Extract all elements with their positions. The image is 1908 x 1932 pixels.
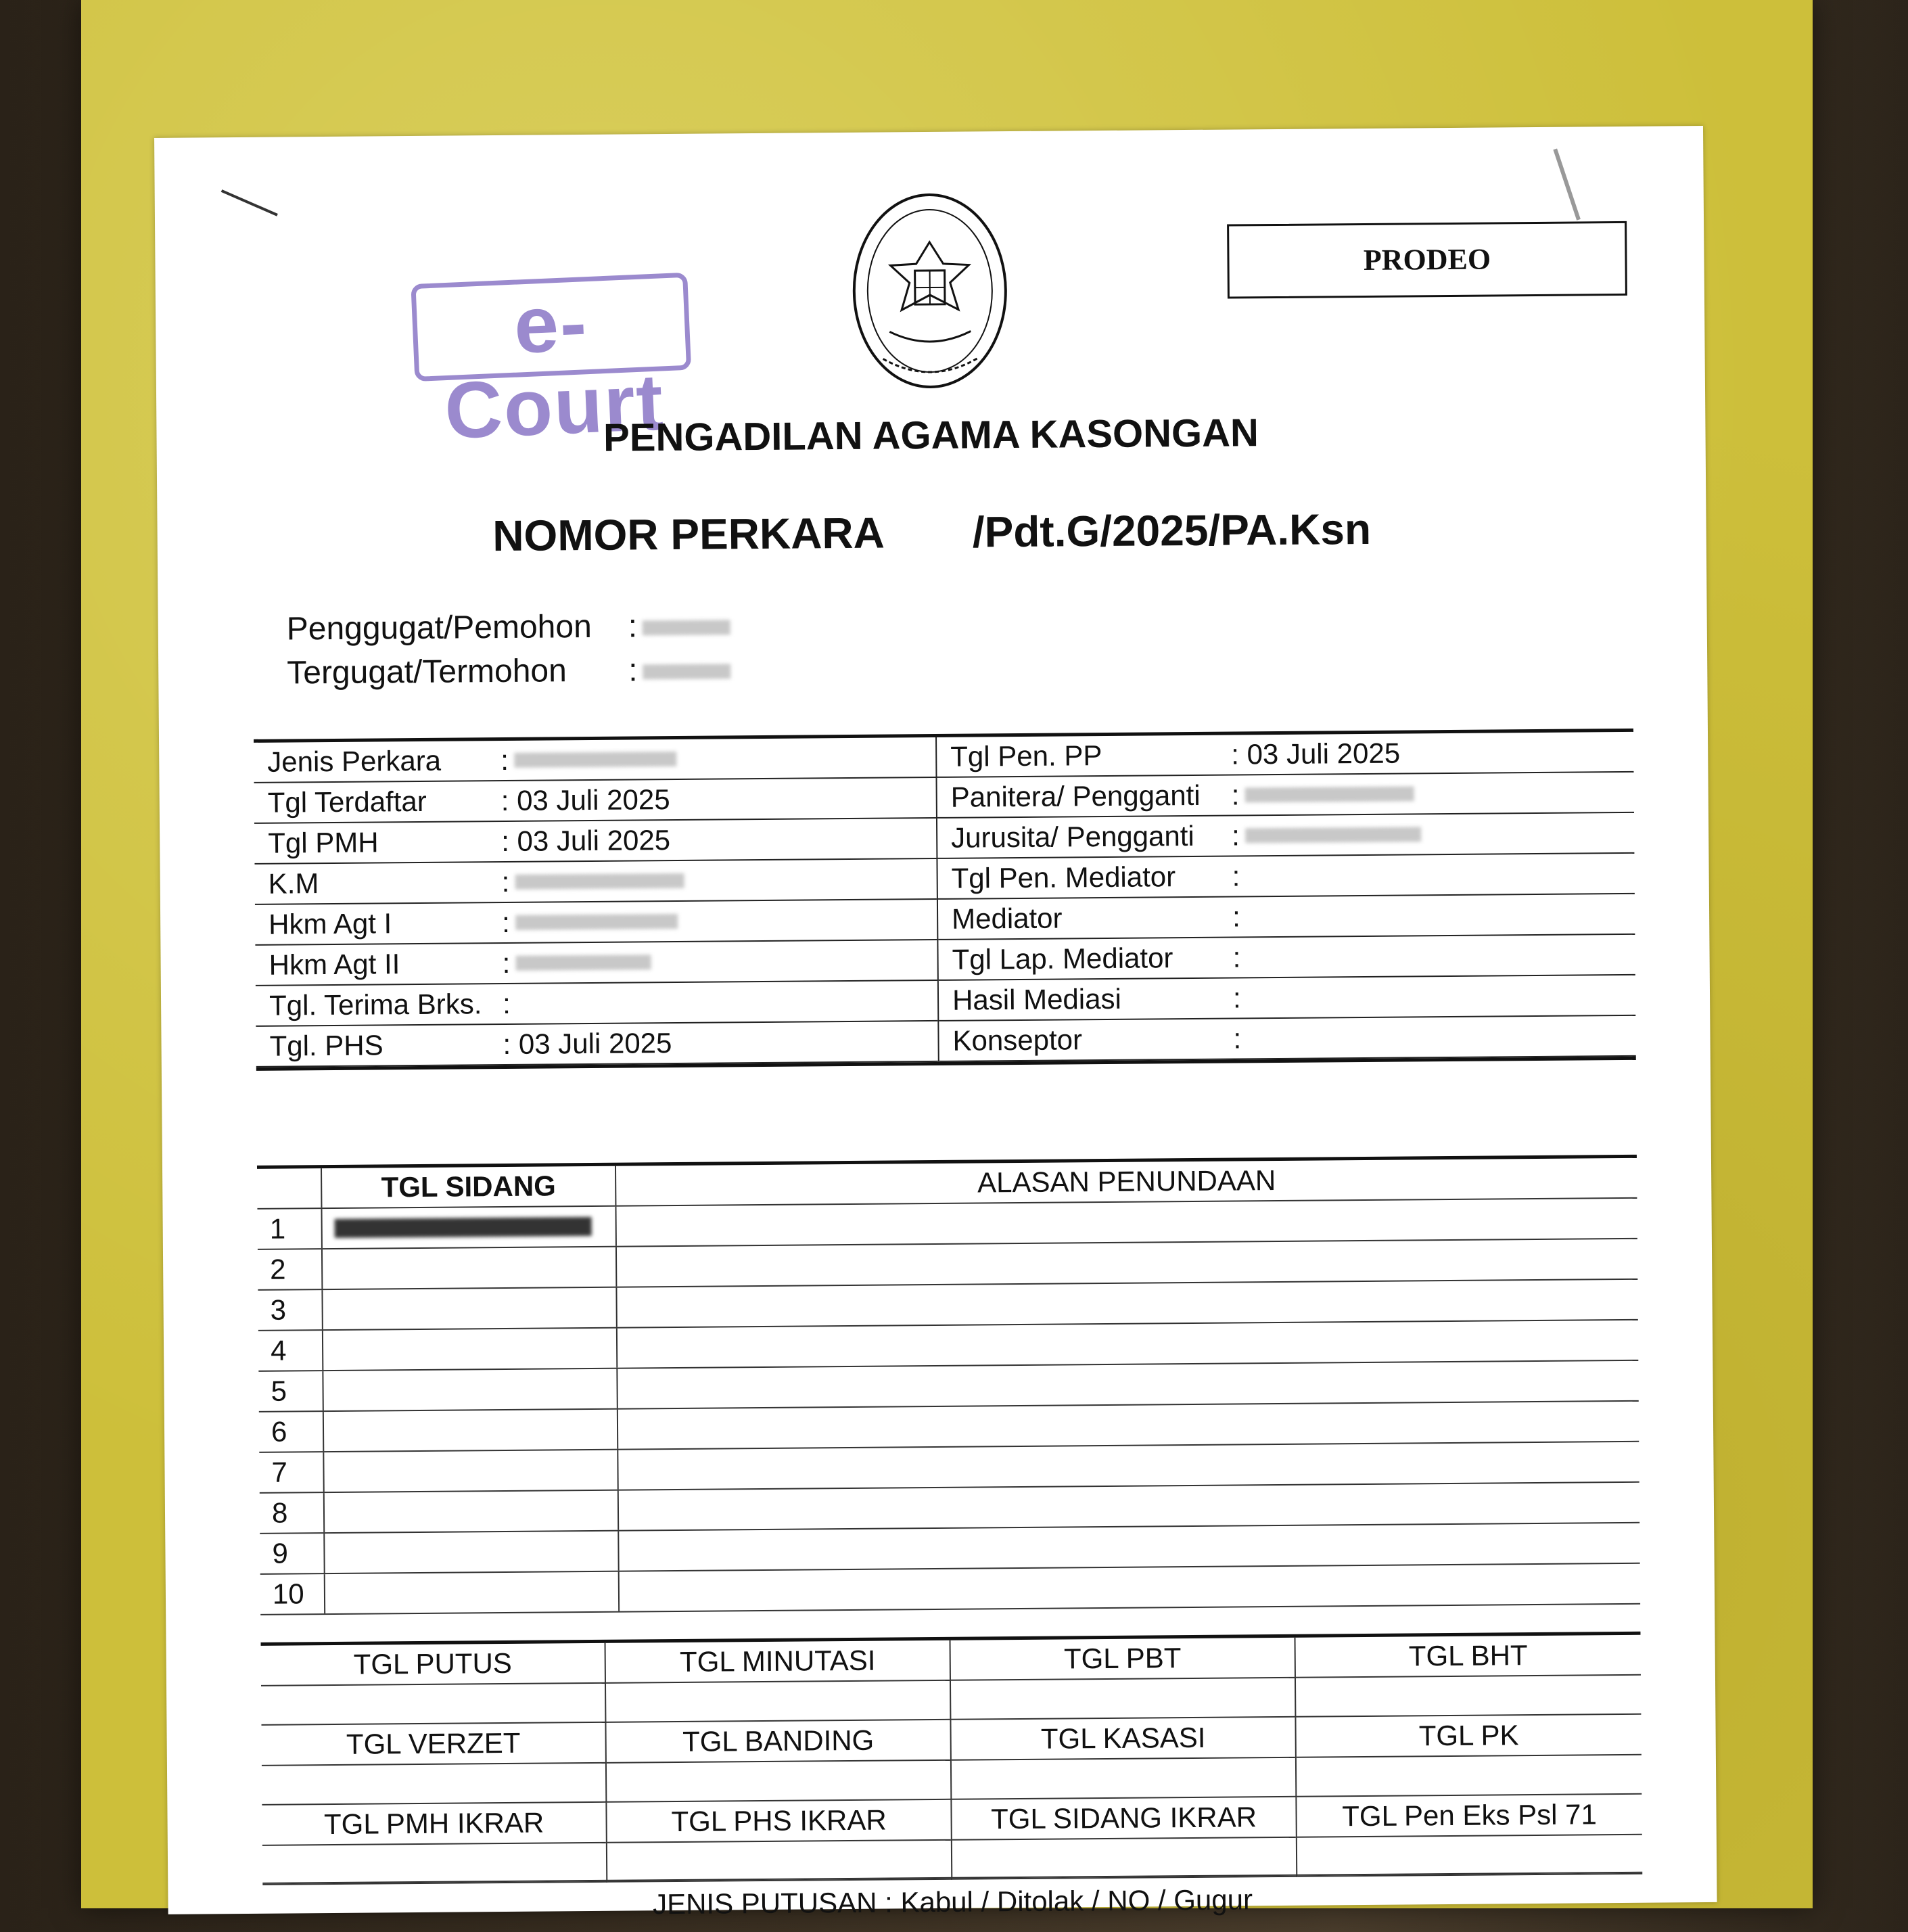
info-value: : 03 Juli 2025 <box>501 783 670 817</box>
date-cell-label: TGL KASASI <box>951 1718 1295 1761</box>
decision-type-footer: JENIS PUTUSAN : Kabul / Ditolak / NO / Gugur <box>262 1872 1643 1931</box>
info-label: Tgl Pen. Mediator <box>937 860 1232 895</box>
defendant-sep: : <box>628 652 638 688</box>
row-number: 4 <box>258 1331 323 1371</box>
date-cell-label: TGL MINUTASI <box>606 1640 950 1684</box>
info-row <box>938 894 1635 940</box>
info-label: K.M <box>255 866 502 900</box>
row-number: 3 <box>258 1290 323 1330</box>
info-value: : <box>502 906 510 939</box>
info-value: : <box>1232 941 1240 973</box>
info-label: Hasil Mediasi <box>939 982 1233 1017</box>
info-row <box>254 819 936 865</box>
info-value: : <box>1232 819 1240 852</box>
row-number: 8 <box>260 1493 325 1533</box>
row-number: 10 <box>260 1574 325 1614</box>
info-value: : <box>502 866 510 898</box>
info-value: : <box>503 988 511 1020</box>
info-value: : <box>502 947 510 980</box>
redacted-value <box>643 620 730 636</box>
date-cell-label: TGL VERZET <box>261 1723 605 1766</box>
date-cell-label: TGL PBT <box>951 1638 1295 1681</box>
redacted-value <box>514 752 676 768</box>
row-number: 9 <box>260 1534 325 1573</box>
redacted-value <box>1245 827 1421 843</box>
info-label: Tgl Pen. PP <box>937 739 1231 773</box>
redacted-value <box>1244 786 1414 802</box>
plaintiff-sep: : <box>628 608 638 644</box>
info-label: Tgl PMH <box>254 825 501 860</box>
e-court-stamp: e-Court <box>411 273 691 382</box>
info-row <box>255 940 937 986</box>
hearing-schedule-table <box>257 1155 1640 1615</box>
info-value: : 03 Juli 2025 <box>501 824 670 858</box>
row-number: 1 <box>257 1209 322 1249</box>
redacted-value <box>643 664 731 680</box>
date-cell <box>1297 1795 1642 1877</box>
postponement-reason-header: ALASAN PENUNDAAN <box>616 1158 1637 1205</box>
date-cell <box>952 1797 1297 1880</box>
info-row <box>937 854 1634 900</box>
case-cover-sheet <box>154 126 1717 1914</box>
info-row <box>937 732 1633 778</box>
case-info-table <box>254 729 1636 1071</box>
date-cell-label: TGL BANDING <box>606 1720 950 1764</box>
staple <box>1553 148 1581 220</box>
defendant-row <box>287 651 731 691</box>
info-row <box>254 778 936 824</box>
info-row <box>938 935 1635 981</box>
court-name-heading: PENGADILAN AGAMA KASONGAN <box>156 407 1705 464</box>
date-cell-label: TGL Pen Eks Psl 71 <box>1297 1795 1642 1838</box>
info-label: Tgl Lap. Mediator <box>938 942 1232 976</box>
plaintiff-label: Penggugat/Pemohon <box>287 608 628 648</box>
case-info-left-column <box>254 737 939 1067</box>
decision-dates-table <box>261 1632 1643 1885</box>
date-cell <box>261 1643 607 1726</box>
redacted-value <box>335 1217 592 1238</box>
info-value: : <box>1233 982 1241 1014</box>
info-value: : 03 Juli 2025 <box>1231 737 1400 771</box>
row-number: 2 <box>258 1249 323 1289</box>
info-row <box>937 813 1634 859</box>
redacted-value <box>515 914 678 930</box>
date-cell <box>261 1723 607 1806</box>
row-number: 6 <box>259 1412 324 1452</box>
staple-mark <box>221 189 278 216</box>
info-label: Hkm Agt I <box>255 906 502 941</box>
info-label: Tgl. Terima Brks. <box>256 988 503 1022</box>
info-row <box>255 900 937 946</box>
plaintiff-row <box>287 607 731 647</box>
defendant-label: Tergugat/Termohon <box>287 652 628 692</box>
info-label: Jenis Perkara <box>254 744 501 779</box>
case-number-label: NOMOR PERKARA <box>492 509 885 561</box>
row-number: 7 <box>259 1452 324 1492</box>
info-label: Panitera/ Pengganti <box>937 779 1232 814</box>
case-info-right-column <box>937 732 1636 1062</box>
info-value: : <box>1232 779 1240 811</box>
hearing-date-header: TGL SIDANG <box>322 1166 616 1208</box>
date-cell-label: TGL SIDANG IKRAR <box>952 1797 1295 1841</box>
date-cell <box>1296 1715 1642 1797</box>
info-row <box>937 773 1634 819</box>
info-label: Konseptor <box>939 1023 1233 1057</box>
info-value: : 03 Juli 2025 <box>503 1027 672 1061</box>
info-row <box>254 737 935 783</box>
info-row <box>254 859 936 905</box>
info-value: : <box>1233 1022 1241 1055</box>
date-cell-label: TGL BHT <box>1295 1635 1640 1678</box>
date-cell-label: TGL PMH IKRAR <box>262 1803 605 1846</box>
redacted-value <box>515 873 684 890</box>
case-number-suffix: /Pdt.G/2025/PA.Ksn <box>973 505 1372 557</box>
date-cell <box>607 1800 952 1883</box>
prodeo-box: PRODEO <box>1227 221 1627 299</box>
date-cell <box>606 1720 952 1803</box>
date-cell-label: TGL PHS IKRAR <box>607 1800 950 1843</box>
date-cell <box>606 1640 952 1723</box>
info-row <box>256 981 937 1027</box>
date-cell-label: TGL PUTUS <box>261 1643 605 1686</box>
info-label: Tgl Terdaftar <box>254 785 501 819</box>
info-value: : <box>501 744 509 777</box>
date-cell-label: TGL PK <box>1296 1715 1641 1758</box>
redacted-value <box>515 954 651 971</box>
info-row <box>256 1021 937 1067</box>
info-value: : <box>1232 900 1240 933</box>
info-label: Tgl. PHS <box>256 1028 503 1063</box>
info-label: Jurusita/ Pengganti <box>937 820 1232 854</box>
court-seal-icon <box>848 189 1012 393</box>
info-row <box>939 1016 1635 1062</box>
date-cell <box>951 1638 1297 1720</box>
date-cell <box>262 1803 607 1885</box>
info-label: Mediator <box>938 901 1232 936</box>
date-cell <box>1295 1635 1641 1718</box>
info-row <box>939 975 1635 1021</box>
info-label: Hkm Agt II <box>255 947 502 982</box>
row-number: 5 <box>258 1371 323 1411</box>
info-value: : <box>1232 860 1240 892</box>
date-cell <box>951 1718 1297 1800</box>
case-number <box>157 501 1706 564</box>
